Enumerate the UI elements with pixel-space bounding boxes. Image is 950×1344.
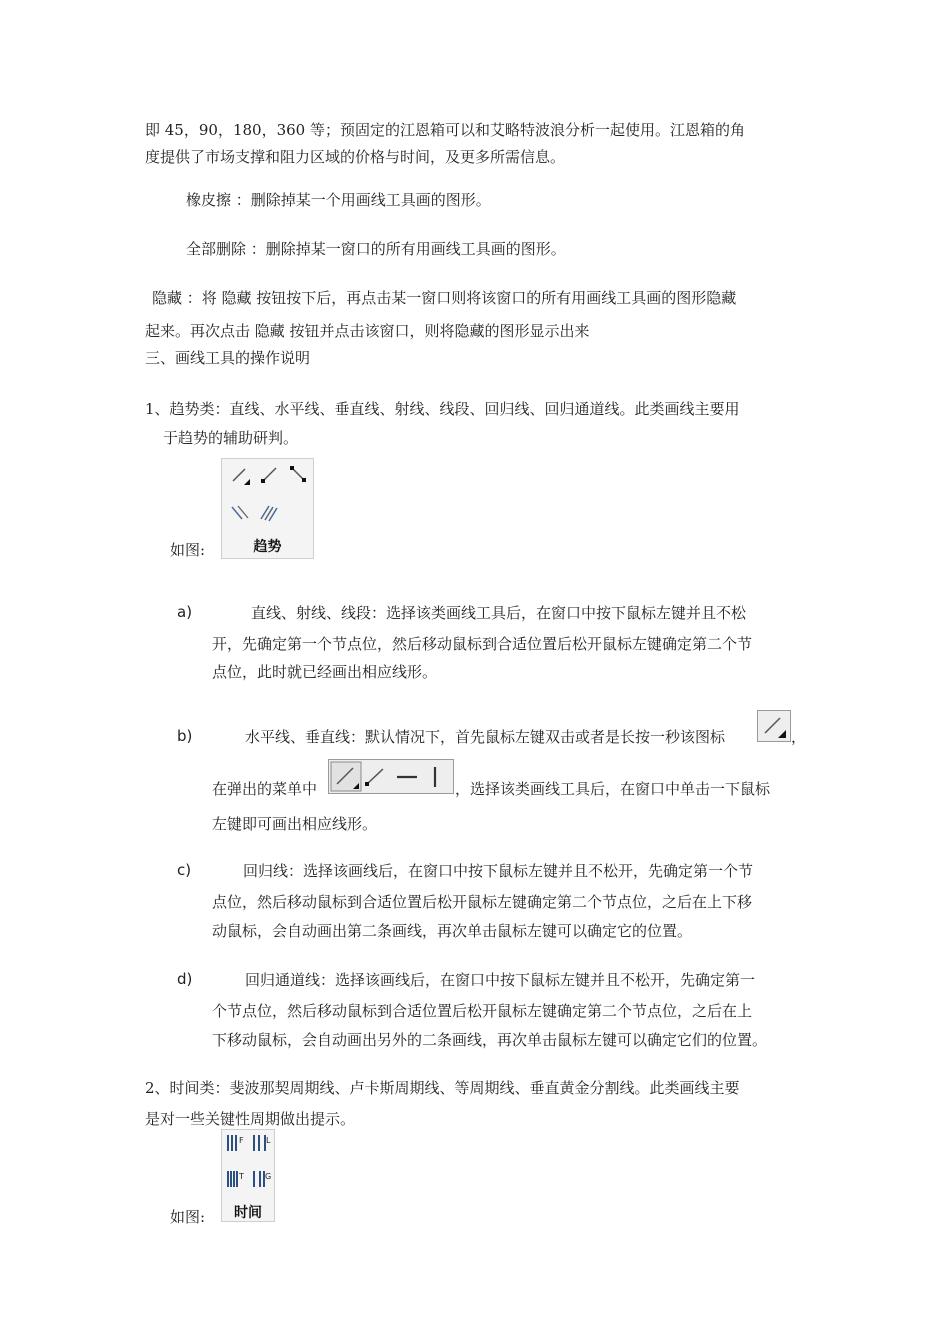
item-d-line-3: 下移动鼠标，会自动画出另外的二条画线，再次单击鼠标左键可以确定它们的位置。 bbox=[212, 1031, 768, 1049]
item-b-line-3: 左键即可画出相应线形。 bbox=[212, 815, 378, 833]
line-popup-menu[interactable] bbox=[328, 759, 454, 794]
item-b-line-1-end: ， bbox=[791, 728, 807, 746]
item-b-marker: b) bbox=[177, 727, 193, 745]
golden-ratio-cycle-icon[interactable] bbox=[250, 1167, 274, 1191]
delete-all-description: 全部删除 ：删除掉某一窗口的所有用画线工具画的图形。 bbox=[186, 240, 566, 258]
time-tool-panel bbox=[221, 1129, 275, 1222]
trend-line-2: 于趋势的辅助研判。 bbox=[163, 429, 299, 447]
item-b-line-2-end: ，选择该类画线工具后，在窗口中单击一下鼠标 bbox=[455, 780, 771, 798]
item-a-line-3: 点位，此时就已经画出相应线形。 bbox=[212, 663, 438, 681]
svg-text:L: L bbox=[266, 1136, 271, 1145]
fibonacci-cycle-icon[interactable] bbox=[224, 1131, 248, 1155]
item-a-line-1: 直线、射线、线段：选择该类画线工具后，在窗口中按下鼠标左键并且不松 bbox=[251, 604, 747, 622]
eraser-description: 橡皮擦 ：删除掉某一个用画线工具画的图形。 bbox=[186, 191, 491, 209]
popup-menu-icons bbox=[329, 760, 453, 793]
time-line-1: 2、时间类：斐波那契周期线、卢卡斯周期线、等周期线、垂直黄金分割线。此类画线主要 bbox=[145, 1079, 740, 1097]
figure-label: 如图: bbox=[170, 541, 206, 559]
svg-text:T: T bbox=[239, 1172, 244, 1181]
hide-line-2: 起来。再次点击 隐藏 按钮并点击该窗口，则将隐藏的图形显示出来 bbox=[145, 322, 590, 340]
regression-tool-icon[interactable] bbox=[228, 501, 252, 525]
time-panel-caption: 时间 bbox=[234, 1205, 262, 1221]
item-c-line-2: 点位，然后移动鼠标到合适位置后松开鼠标左键确定第二个节点位，之后在上下移 bbox=[212, 893, 753, 911]
item-b-line-1: 水平线、垂直线：默认情况下，首先鼠标左键双击或者是长按一秒该图标 bbox=[245, 728, 726, 746]
section-3-heading: 三、画线工具的操作说明 bbox=[145, 349, 311, 367]
item-b-line-2-start: 在弹出的菜单中 bbox=[212, 780, 318, 798]
lucas-cycle-icon[interactable] bbox=[250, 1131, 274, 1155]
ray-tool-icon[interactable] bbox=[258, 463, 282, 487]
item-a-marker: a) bbox=[177, 603, 193, 621]
segment-tool-icon[interactable] bbox=[286, 463, 310, 487]
trend-tool-panel bbox=[221, 458, 314, 559]
svg-text:G: G bbox=[265, 1172, 272, 1181]
channel-tool-icon[interactable] bbox=[256, 501, 280, 525]
svg-text:F: F bbox=[239, 1136, 244, 1145]
trend-panel-caption: 趋势 bbox=[253, 539, 282, 555]
item-c-line-1: 回归线：选择该画线后，在窗口中按下鼠标左键并且不松开，先确定第一个节 bbox=[243, 862, 754, 880]
item-c-marker: c) bbox=[177, 861, 192, 879]
item-c-line-3: 动鼠标，会自动画出第二条画线，再次单击鼠标左键可以确定它的位置。 bbox=[212, 922, 693, 940]
item-d-line-2: 个节点位，然后移动鼠标到合适位置后松开鼠标左键确定第二个节点位，之后在上 bbox=[212, 1002, 753, 1020]
hide-line-1: 隐藏 ：将 隐藏 按钮按下后，再点击某一窗口则将该窗口的所有用画线工具画的图形隐藏 bbox=[152, 289, 737, 307]
item-d-line-1: 回归通道线：选择该画线后，在窗口中按下鼠标左键并且不松开，先确定第一 bbox=[245, 971, 756, 989]
line-tool-icon bbox=[758, 711, 790, 741]
item-d-marker: d) bbox=[177, 970, 193, 988]
time-line-2: 是对一些关键性周期做出提示。 bbox=[145, 1110, 356, 1128]
line-tool-icon[interactable] bbox=[228, 463, 252, 487]
line-tool-inline-icon[interactable] bbox=[757, 710, 791, 742]
equal-cycle-icon[interactable] bbox=[224, 1167, 248, 1191]
intro-line-1: 即 45，90，180，360 等；预固定的江恩箱可以和艾略特波浪分析一起使用。江恩箱的角 bbox=[145, 121, 745, 139]
intro-line-2: 度提供了市场支撑和阻力区域的价格与时间，及更多所需信息。 bbox=[145, 148, 566, 166]
figure-label-2: 如图: bbox=[170, 1208, 206, 1226]
item-a-line-2: 开，先确定第一个节点位，然后移动鼠标到合适位置后松开鼠标左键确定第二个节 bbox=[212, 635, 753, 653]
trend-line-1: 1、趋势类：直线、水平线、垂直线、射线、线段、回归线、回归通道线。此类画线主要用 bbox=[145, 400, 740, 418]
